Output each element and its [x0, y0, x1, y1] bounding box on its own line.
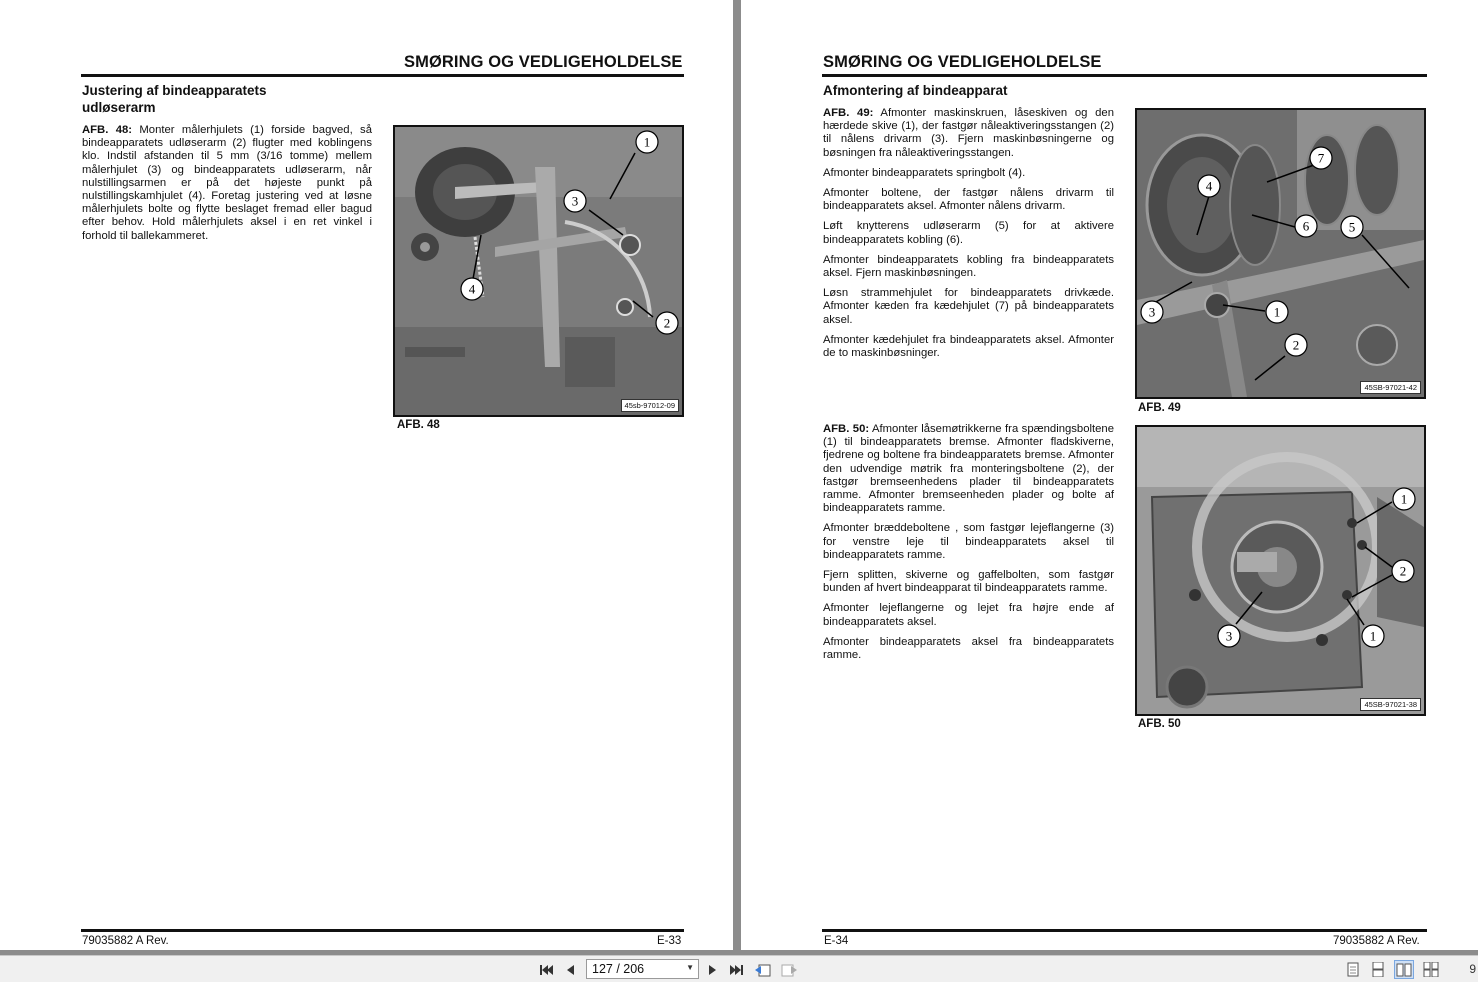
section-title: Justering af bindeapparatets udløserarm	[82, 83, 267, 115]
last-page-icon	[730, 964, 744, 976]
page-left	[0, 0, 733, 950]
next-page-icon	[708, 964, 718, 976]
figure-50-photo	[1135, 425, 1426, 716]
page-header: SMØRING OG VEDLIGEHOLDELSE	[823, 53, 1102, 71]
callout-3-label: 3	[571, 193, 579, 209]
figure-48-photo	[393, 125, 684, 417]
back-view-icon	[754, 962, 772, 978]
last-page-button[interactable]	[727, 960, 747, 979]
callout-1-bottom-label: 1	[1369, 628, 1377, 644]
callout-6-label: 6	[1302, 218, 1310, 234]
figure-49-caption: AFB. 49	[1138, 402, 1181, 414]
zoom-level[interactable]: 9	[1469, 962, 1476, 976]
callout-2-label: 2	[663, 315, 671, 331]
back-view-button[interactable]	[753, 960, 773, 979]
body-text: AFB. 48: Monter målerhjulets (1) forside bagved, så bindeapparatets udløserarm (2) flugter med koblingens klo. Indstil afstanden til 5 mm (3/16 tomme) mellem målerhjulet (3) og bindeapparatets udløserarm, når nulstillingsarmen er på det højeste punkt på nulstillingskamhjulet (4). Foretag justering ved at løsne målerhjulets bolte og flytte beslaget fremad eller bagud efter behov. Hold målerhjulets aksel i en ret vinkel i forhold til ballekammeret.	[82, 124, 372, 242]
two-page-view-button[interactable]	[1394, 960, 1414, 979]
callout-4-label: 4	[1205, 178, 1213, 194]
callout-1-label: 1	[1273, 304, 1281, 320]
figure-50-caption: AFB. 50	[1138, 718, 1181, 730]
footer-page-number: E-34	[824, 935, 849, 947]
figure-49-photo	[1135, 108, 1426, 399]
callout-7-label: 7	[1317, 150, 1325, 166]
two-page-continuous-icon	[1423, 962, 1439, 977]
two-page-icon	[1396, 963, 1412, 977]
callout-1-top-label: 1	[1400, 491, 1408, 507]
section-title: Afmontering af bindeapparat	[823, 83, 1008, 98]
callout-4-label: 4	[468, 281, 476, 297]
figure-id: 45sb-97012-09	[621, 399, 679, 412]
prev-page-button[interactable]	[560, 960, 580, 979]
page-header: SMØRING OG VEDLIGEHOLDELSE	[404, 53, 683, 71]
footer-doc-number: 79035882 A Rev.	[82, 935, 169, 947]
footer-doc-number: 79035882 A Rev.	[1333, 935, 1420, 947]
page-right	[741, 0, 1478, 950]
continuous-page-icon	[1372, 962, 1384, 977]
header-rule	[822, 74, 1427, 77]
navigation-toolbar	[0, 955, 1478, 982]
page-number-input[interactable]: 127 / 206 ▼	[586, 959, 699, 979]
header-rule	[81, 74, 684, 77]
single-page-icon	[1347, 962, 1359, 977]
chevron-down-icon: ▼	[686, 963, 694, 972]
body-text-afb49: AFB. 49: Afmonter maskinskruen, låseskiven og den hærdede skive (1), der fastgør nåleaktiveringsstangen (2) til nålens drivarm (3). Fjern maskinbøsningerne og bøsningen fra nåleaktiveringsstangen. Afmonter bindeapparatets springbolt (4). Afmonter boltene, der fastgør nålens drivarm til bindeapparatets aksel. Afmonter nålens drivarm. Løft knytterens udløserarm (5) for at aktivere bindeapparatets kobling (6). Afmonter bindeapparatets kobling fra bindeapparatets aksel. Fjern maskinbøsningen. Løsn strammehjulet for bindeapparatets drivkæde. Afmonter kæden fra kædehjulet (7) på bindeapparatets aksel. Afmonter kædehjulet fra bindeapparatets aksel. Afmonter de to maskinbøsninger.	[823, 107, 1114, 360]
first-page-icon	[539, 964, 553, 976]
callout-2-label: 2	[1399, 563, 1407, 579]
body-text-afb50: AFB. 50: Afmonter låsemøtrikkerne fra spændingsboltene (1) til bindeapparatets bremse. Afmonter fladskiverne, fjedrene og boltene fra bindeapparatets bremse. Afmonter den udvendige møtrik fra monteringsboltene (2), der fastgør bremseenhedens plader til bindeapparatets ramme. Afmonter bremseenheden plader og bolte af bindeapparatets ramme. Afmonter bræddeboltene , som fastgør lejeflangerne (3) for venstre leje til bindeapparatets aksel til bindeapparatets ramme. Fjern splitten, skiverne og gaffelbolten, som fastgør bunden af hvert bindeapparat til bindeapparatets ramme. Afmonter lejeflangerne og lejet fra højre ende af bindeapparatets aksel. Afmonter bindeapparatets aksel fra bindeapparatets ramme.	[823, 423, 1114, 662]
figure-id: 45SB-97021-38	[1360, 698, 1421, 711]
footer-rule	[81, 929, 684, 932]
first-page-button[interactable]	[536, 960, 556, 979]
continuous-page-view-button[interactable]	[1368, 960, 1388, 979]
forward-view-button[interactable]	[779, 960, 799, 979]
single-page-view-button[interactable]	[1343, 960, 1363, 979]
next-page-button[interactable]	[703, 960, 723, 979]
callout-2-label: 2	[1292, 337, 1300, 353]
callout-3-label: 3	[1225, 628, 1233, 644]
footer-page-number: E-33	[657, 935, 682, 947]
figure-caption: AFB. 48	[397, 419, 440, 431]
callout-1-label: 1	[643, 134, 651, 150]
figure-id: 45SB-97021-42	[1360, 381, 1421, 394]
prev-page-icon	[565, 964, 575, 976]
callout-3-label: 3	[1148, 304, 1156, 320]
footer-rule	[822, 929, 1427, 932]
callout-5-label: 5	[1348, 219, 1356, 235]
two-page-continuous-view-button[interactable]	[1421, 960, 1441, 979]
forward-view-icon	[780, 962, 798, 978]
